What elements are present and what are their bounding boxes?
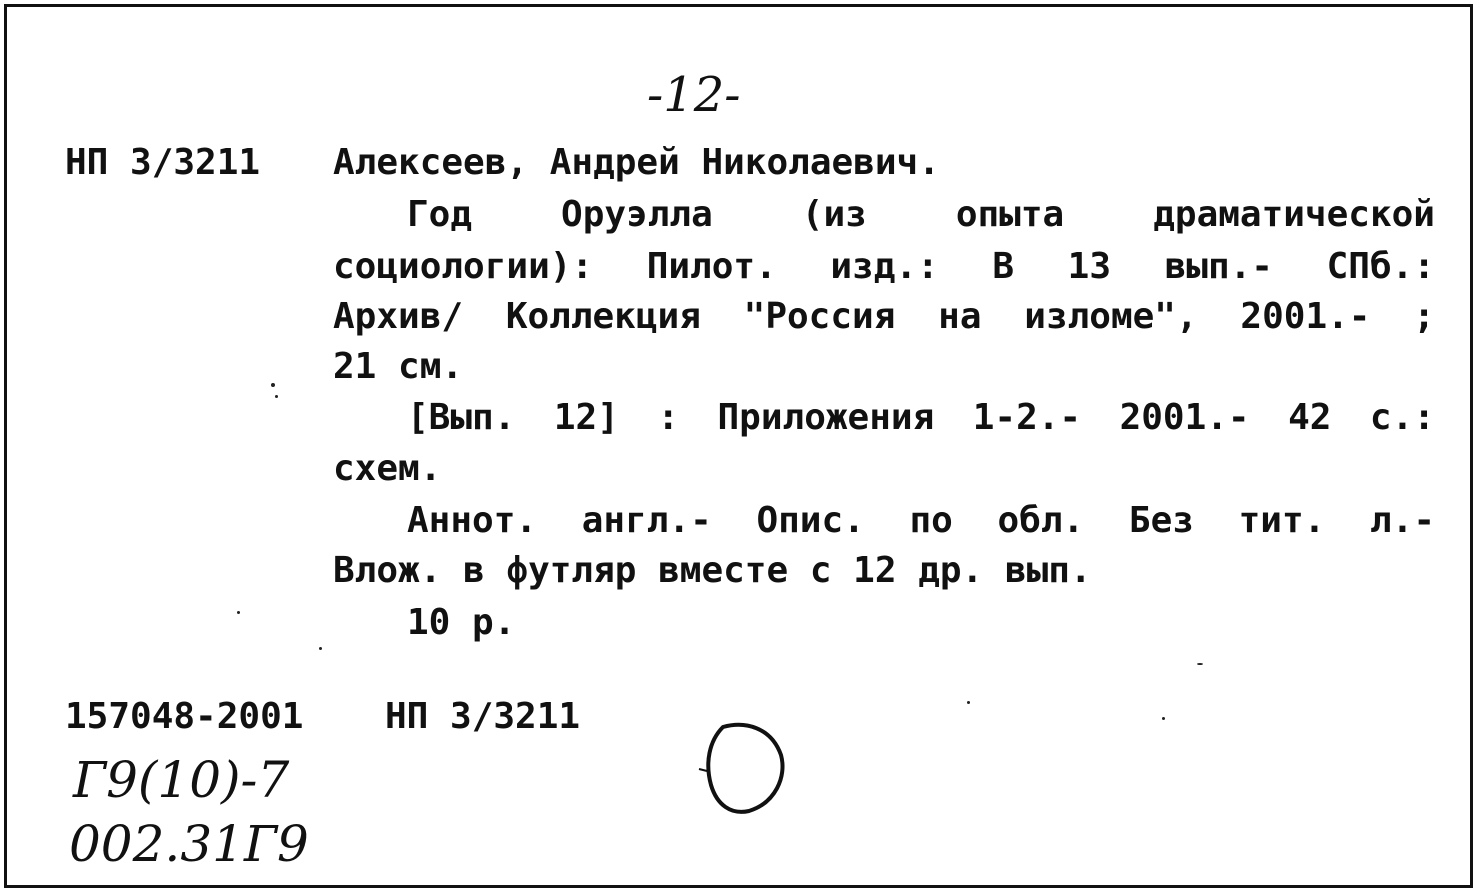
word: 2001.- — [1119, 397, 1250, 438]
word: Без — [1128, 500, 1194, 541]
speck — [319, 647, 322, 650]
word: 1-2.- — [972, 397, 1082, 438]
word: Приложения — [717, 397, 935, 438]
description-line-1 — [407, 194, 1435, 235]
word: вып.- — [1164, 246, 1273, 287]
word: на — [938, 296, 982, 337]
word: [Вып. — [407, 397, 516, 438]
word: изломе", — [1024, 296, 1198, 337]
page-number: -12- — [647, 67, 741, 123]
handwritten-classification-2: 002.31Г9 — [69, 815, 309, 873]
speck — [275, 395, 278, 398]
word: Архив/ — [333, 296, 464, 337]
speck — [271, 383, 275, 387]
word: "Россия — [743, 296, 896, 337]
word: опыта — [955, 194, 1065, 235]
issue-line-2: схем. — [333, 448, 442, 489]
word: изд.: — [830, 246, 939, 287]
word: драматической — [1153, 194, 1435, 235]
accession-number: 157048-2001 — [65, 696, 304, 737]
word: ; — [1413, 296, 1435, 337]
word: Год — [407, 194, 473, 235]
footer-shelf-mark: НП 3/3211 — [385, 696, 581, 737]
speck — [1162, 717, 1165, 720]
speck — [1197, 663, 1203, 665]
word: : — [657, 397, 680, 438]
shelf-mark: НП 3/3211 — [65, 142, 261, 183]
description-line-2 — [333, 246, 1435, 287]
word: (из — [801, 194, 867, 235]
author-heading: Алексеев, Андрей Николаевич. — [333, 142, 940, 183]
word: В — [992, 246, 1015, 287]
word: 13 — [1067, 246, 1111, 287]
word: по — [909, 500, 953, 541]
price: 10 р. — [407, 602, 516, 643]
word: Пилот. — [646, 246, 777, 287]
punch-hole-mark — [695, 719, 795, 819]
word: с.: — [1369, 397, 1435, 438]
word: 12] — [553, 397, 619, 438]
word: Оруэлла — [561, 194, 713, 235]
word: СПб.: — [1326, 246, 1435, 287]
word: 42 — [1288, 397, 1332, 438]
speck — [967, 701, 970, 704]
word: тит. — [1238, 500, 1326, 541]
description-line-4: 21 см. — [333, 346, 464, 387]
word: Опис. — [756, 500, 865, 541]
notes-line-1 — [407, 500, 1435, 541]
word: англ.- — [581, 500, 712, 541]
word: 2001.- — [1240, 296, 1371, 337]
word: л.- — [1369, 500, 1435, 541]
catalog-card — [4, 4, 1473, 888]
word: Аннот. — [407, 500, 538, 541]
word: обл. — [997, 500, 1085, 541]
word: Коллекция — [505, 296, 701, 337]
handwritten-classification-1: Г9(10)-7 — [73, 751, 290, 809]
speck — [237, 611, 240, 614]
description-line-3 — [333, 296, 1435, 337]
notes-line-2: Влож. в футляр вместе с 12 др. вып. — [333, 550, 1092, 591]
issue-line-1 — [407, 397, 1435, 438]
word: социологии): — [333, 246, 594, 287]
